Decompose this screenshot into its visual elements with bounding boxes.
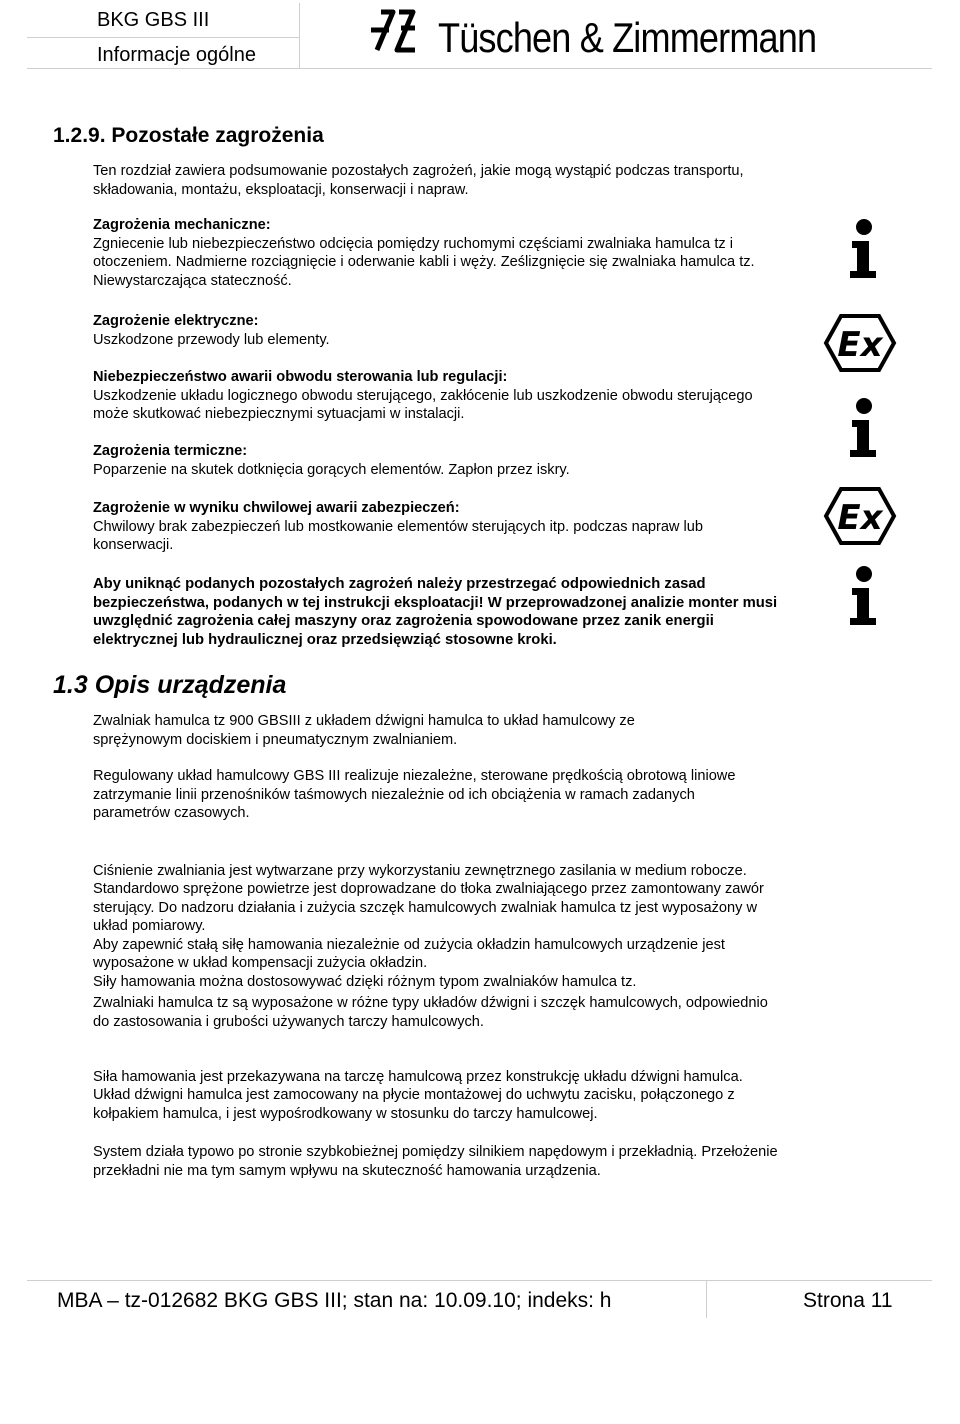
- section-intro: [93, 162, 783, 199]
- company-name: Tüschen & Zimmermann: [438, 14, 817, 61]
- paragraph-text: Siła hamowania jest przekazywana na tarczę hamulcową przez konstrukcję układu dźwigni hamulca. Układ dźwigni hamulca jest zamocowany na płycie montażowej do uchwytu zacisku, połączonego z kołpakiem hamulca, i jest wypośrodkowany w stosunku do tarczy hamulcowej.: [93, 1068, 743, 1122]
- hazard-text: Uszkodzenie układu logicznego obwodu sterującego, zakłócenie lub uszkodzenie obwodu sterującego może skutkować niebezpiecznymi sytuacjami w instalacji.: [93, 387, 753, 422]
- description-paragraph: [93, 712, 713, 749]
- company-logo-icon: [367, 6, 425, 56]
- hazard-protection-failure: [93, 499, 773, 555]
- hazard-text: Uszkodzone przewody lub elementy.: [93, 331, 330, 348]
- hazard-thermal: [93, 442, 783, 479]
- warning-text: Aby uniknąć podanych pozostałych zagrożeń należy przestrzegać odpowiednich zasad bezpieczeństwa, podanych w tej instrukcji eksploatacji! W przeprowadzonej analizie monter musi uwzględnić zagrożenia całej maszyny oraz zagrożenia spowodowane przez zanik energii elektrycznej lub hydraulicznej oraz przedsięwziąć stosowne kroki.: [93, 576, 778, 648]
- paragraph-text: Regulowany układ hamulcowy GBS III realizuje niezależne, sterowane prędkością obrotową liniowe zatrzymanie linii przenośników taśmowych niezależnie od ich obciążenia w ramach zadanych parametrów czasowych.: [93, 768, 736, 821]
- hazard-heading: Zagrożenie w wyniku chwilowej awarii zabezpieczeń:: [93, 500, 460, 516]
- paragraph-text: Ciśnienie zwalniania jest wytwarzane przy wykorzystaniu zewnętrznego zasilania w medium robocze. Standardowo sprężone powietrze jest doprowadzane do tłoka zwalniającego przez zamontowany zawór sterujący. Do nadzoru działania i zużycia szczęk hamulcowych zwalniak hamulca tz jest wyposażony w układ pomiarowy. Aby zapewnić stałą siłę hamowania niezależnie od zużycia okładzin hamulcowych urządzenie jest wyposażone w układ kompensacji zużycia okładzin. Siły hamowania można dostosowywać dzięki różnym typom zwalniaków hamulca tz.: [93, 862, 764, 990]
- info-icon: [843, 566, 885, 626]
- description-paragraph: [93, 1143, 783, 1180]
- section-title: 1.3 Opis urządzenia: [53, 671, 287, 699]
- hazard-heading: Zagrożenia mechaniczne:: [93, 217, 271, 233]
- description-paragraph: [93, 994, 768, 1031]
- hazard-text: Zgniecenie lub niebezpieczeństwo odcięcia pomiędzy ruchomymi częściami zwalniaka hamulca tz i otoczeniem. Nadmierne rozciągnięcie i oderwanie kabli i węży. Ześlizgnięcie się zwalniaka hamulca tz. Niewystarczająca stateczność.: [93, 235, 755, 289]
- footer-vertical-divider: [706, 1280, 707, 1318]
- header-product: BKG GBS III: [97, 9, 210, 31]
- ex-icon: [823, 313, 897, 373]
- header-section: Informacje ogólne: [97, 44, 256, 66]
- header-divider: [27, 37, 299, 38]
- description-paragraph: [93, 1049, 783, 1142]
- paragraph-text: Zwalniak hamulca tz 900 GBSIII z układem dźwigni hamulca to układ hamulcowy ze sprężynowym dociskiem i pneumatycznym zwalnianiem.: [93, 713, 635, 748]
- safety-warning: [93, 575, 783, 649]
- hazard-heading: Zagrożenie elektryczne:: [93, 313, 259, 329]
- header-vertical-divider: [299, 3, 300, 68]
- footer-page-number: Strona 11: [803, 1289, 893, 1312]
- hazard-control-circuit: [93, 368, 763, 424]
- description-paragraph: [93, 843, 779, 1010]
- paragraph-text: System działa typowo po stronie szybkobieżnej pomiędzy silnikiem napędowym i przekładnią. Przełożenie przekładni nie ma tym samym wpływu na skuteczność hamowania urządzenia.: [93, 1144, 778, 1179]
- paragraph-text: Zwalniaki hamulca tz są wyposażone w różne typy układów dźwigni i szczęk hamulcowych, odpowiednio do zastosowania i grubości używanych tarczy hamulcowych.: [93, 995, 768, 1030]
- header-bottom-line: [27, 68, 932, 69]
- hazard-text: Poparzenie na skutek dotknięcia gorących elementów. Zapłon przez iskry.: [93, 461, 570, 478]
- footer-document-info: MBA – tz-012682 BKG GBS III; stan na: 10.09.10; indeks: h: [57, 1289, 612, 1312]
- svg-text:Ex: Ex: [837, 325, 883, 365]
- hazard-text: Chwilowy brak zabezpieczeń lub mostkowanie elementów sterujących itp. podczas napraw lub konserwacji.: [93, 518, 704, 553]
- section-title: 1.2.9. Pozostałe zagrożenia: [53, 124, 324, 147]
- ex-icon: [823, 486, 897, 546]
- hazard-heading: Zagrożenia termiczne:: [93, 443, 248, 459]
- svg-text:Ex: Ex: [837, 498, 883, 538]
- hazard-mechanical: [93, 216, 763, 290]
- description-paragraph: [93, 767, 773, 823]
- hazard-electrical: [93, 312, 783, 349]
- info-icon: [843, 219, 885, 279]
- hazard-heading: Niebezpieczeństwo awarii obwodu sterowania lub regulacji:: [93, 369, 508, 385]
- intro-text: Ten rozdział zawiera podsumowanie pozostałych zagrożeń, jakie mogą wystąpić podczas transportu, składowania, montażu, eksploatacji, konserwacji i napraw.: [93, 163, 744, 198]
- info-icon: [843, 398, 885, 458]
- footer-top-line: [27, 1280, 932, 1281]
